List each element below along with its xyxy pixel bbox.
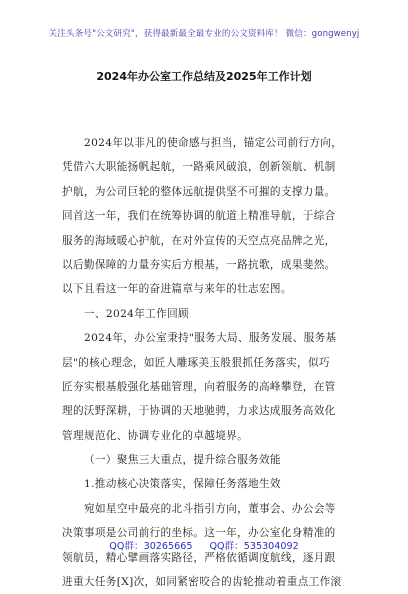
body-line: 服务的海域暖心护航，在对外宣传的天空点亮品牌之光， [62,234,336,247]
body-line: 凭借六大职能扬帆起航，一路乘风破浪，创新领航、机制 [62,161,336,174]
section-heading: 一、2024年工作回顾 [84,307,189,320]
body-line: 宛如星空中最亮的北斗指引方向，董事会、办公会等 [84,502,336,515]
body-line: 2024年以非凡的使命感与担当，锚定公司前行方向， [84,137,343,149]
item-heading: 1.推动核心决策落实，保障任务落地生效 [84,478,281,491]
body-line: 2024年，办公室秉持"服务大局、服务发展、服务基 [84,332,337,345]
body-line: 层"的核心理念，如匠人雕琢美玉般狠抓任务落实，似巧 [62,356,330,369]
body-line: 以后勤保障的力量夯实后方根基，一路抗歌，成果斐然。 [62,258,336,271]
document-body [62,116,362,594]
body-line: 决策事项是公司前行的坐标。这一年，办公室化身精准的 [62,527,336,540]
body-line: 护航，为公司巨轮的整体远航提供坚不可摧的支撑力量。 [62,185,336,198]
body-line: 理的沃野深耕，于协调的天地驰骋，力求达成服务高效化 [62,405,336,418]
body-line: 进重大任务[X]次，如同紧密咬合的齿轮推动着重点工作滚 [62,576,342,589]
body-line: 领航员，精心擘画落实路径，严格依循调度航线，逐月跟 [62,551,336,564]
header-promo-note: 关注头条号"公文研究"，获得最新最全最专业的公文资料库！ 微信：gongwenyj [48,29,360,39]
footer-qq-groups: QQ群：30265665 QQ群：535304092 [109,541,299,552]
body-line: 管理规范化、协调专业化的卓越境界。 [62,429,249,442]
body-line: 回首这一年，我们在统筹协调的航道上精准导航，于综合 [62,210,336,223]
document-title: 2024年办公室工作总结及2025年工作计划 [96,70,312,83]
body-line: 以下且看这一年的奋进篇章与来年的壮志宏图。 [62,283,292,296]
body-line [62,116,362,131]
subsection-heading: （一）聚焦三大重点，提升综合服务效能 [84,454,281,467]
body-line: 匠夯实根基般强化基础管理，向着服务的高峰攀登，在管 [62,380,336,393]
